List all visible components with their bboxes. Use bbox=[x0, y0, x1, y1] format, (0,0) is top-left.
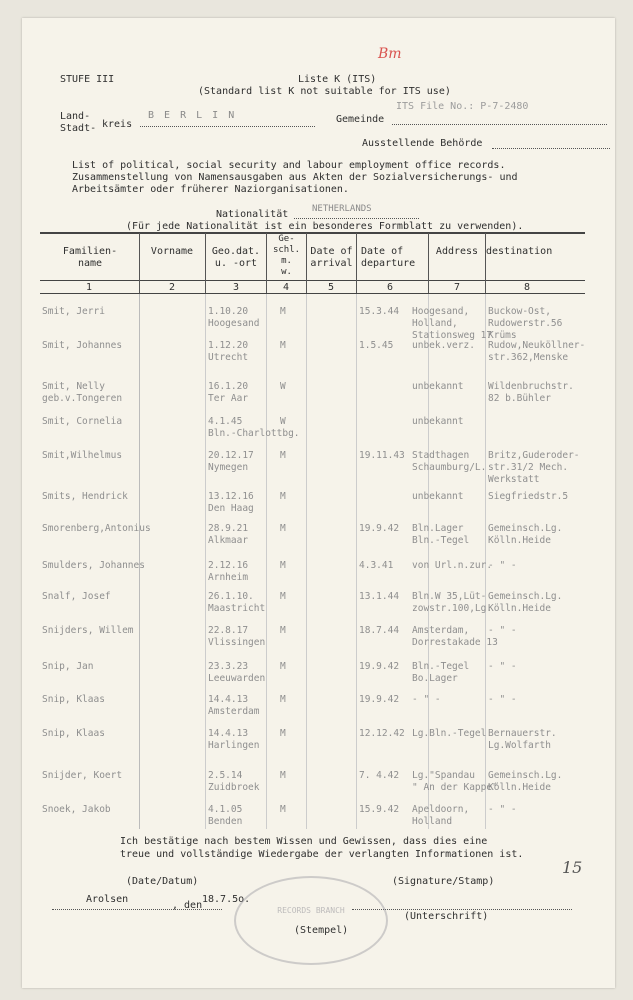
cell-address: Lg."Spandau " An der Kappe" bbox=[412, 770, 498, 793]
cell-geo-date-place: 20.12.17 Nymegen bbox=[208, 450, 254, 473]
cell-destination: Gemeinsch.Lg. Kölln.Heide bbox=[488, 523, 563, 546]
cell-destination: - " - bbox=[488, 694, 517, 705]
cell-destination: Rudow,Neuköllner- str.362,Menske bbox=[488, 340, 586, 363]
cell-name: Snip, Klaas bbox=[42, 694, 105, 705]
stadt-label: Stadt- bbox=[60, 123, 97, 134]
col-num-1: 1 bbox=[85, 282, 93, 293]
cell-sex: M bbox=[280, 625, 286, 636]
cell-destination: Buckow-Ost, Rudowerstr.56 Krüms bbox=[488, 306, 563, 341]
place-value: Arolsen bbox=[86, 894, 129, 905]
cell-name: Smits, Hendrick bbox=[42, 491, 128, 502]
cell-geo-date-place: 13.12.16 Den Haag bbox=[208, 491, 254, 514]
cell-name: Snoek, Jakob bbox=[42, 804, 111, 815]
signature-label: (Signature/Stamp) bbox=[392, 876, 495, 887]
cell-destination: Bernauerstr. Lg.Wolfarth bbox=[488, 728, 557, 751]
liste-title: Liste K (ITS) bbox=[298, 74, 377, 85]
cell-sex: M bbox=[280, 523, 286, 534]
land-label: Land- bbox=[60, 111, 91, 122]
cell-departure: 7. 4.42 bbox=[359, 770, 400, 781]
cell-destination: Gemeinsch.Lg. Kölln.Heide bbox=[488, 770, 563, 793]
col-num-5: 5 bbox=[327, 282, 335, 293]
cell-departure: 19.9.42 bbox=[359, 523, 400, 534]
cell-name: Snalf, Josef bbox=[42, 591, 111, 602]
records-branch-stamp: RECORDS BRANCH bbox=[234, 876, 388, 965]
kreis-value: B E R L I N bbox=[148, 110, 237, 121]
cell-address: unbek.verz. bbox=[412, 340, 475, 351]
cell-address: Bln.W 35,Lüt- zowstr.100,Lg. bbox=[412, 591, 493, 614]
handwritten-number: 15 bbox=[562, 858, 583, 877]
cell-geo-date-place: 4.1.45 Bln.-Charlottbg. bbox=[208, 416, 300, 439]
col-geschl: Ge- schl. m. w. bbox=[272, 234, 301, 277]
cell-geo-date-place: 26.1.10. Maastricht bbox=[208, 591, 266, 614]
cell-name: Smit, Jerri bbox=[42, 306, 105, 317]
cell-destination: Wildenbruchstr. 82 b.Bühler bbox=[488, 381, 574, 404]
cell-departure: 15.9.42 bbox=[359, 804, 400, 815]
cell-address: von Url.n.zur. bbox=[412, 560, 493, 571]
cell-sex: M bbox=[280, 491, 286, 502]
cell-name: Snijder, Koert bbox=[42, 770, 123, 781]
den-label: , den bbox=[172, 900, 203, 911]
confirm-line-2: treue und vollständige Wiedergabe der verlangten Informationen ist. bbox=[120, 849, 524, 860]
cell-sex: M bbox=[280, 306, 286, 317]
cell-geo-date-place: 23.3.23 Leeuwarden bbox=[208, 661, 266, 684]
cell-address: Bln.-Tegel Bo.Lager bbox=[412, 661, 470, 684]
cell-destination: Britz,Guderoder- str.31/2 Mech. Werkstatt bbox=[488, 450, 580, 485]
cell-name: Snijders, Willem bbox=[42, 625, 134, 636]
col-geo: Geo.dat. u. -ort bbox=[211, 246, 261, 269]
cell-geo-date-place: 28.9.21 Alkmaar bbox=[208, 523, 249, 546]
cell-name: Smorenberg,Antonius bbox=[42, 523, 151, 534]
cell-departure: 13.1.44 bbox=[359, 591, 400, 602]
kreis-label: kreis bbox=[102, 119, 133, 130]
cell-sex: W bbox=[280, 381, 286, 392]
cell-address: Amsterdam, Dorrestakade 13 bbox=[412, 625, 498, 648]
cell-geo-date-place: 2.5.14 Zuidbroek bbox=[208, 770, 260, 793]
cell-destination: Siegfriedstr.5 bbox=[488, 491, 569, 502]
cell-address: Hoogesand, Holland, Stationsweg 17 bbox=[412, 306, 493, 341]
cell-address: Apeldoorn, Holland bbox=[412, 804, 470, 827]
cell-sex: M bbox=[280, 340, 286, 351]
cell-address: Stadthagen Schaumburg/L. bbox=[412, 450, 487, 473]
intro-line-2: Zusammenstellung von Namensausgaben aus Akten der Sozialversicherungs- und bbox=[72, 172, 518, 183]
col-address: Address bbox=[435, 246, 479, 257]
cell-sex: M bbox=[280, 728, 286, 739]
cell-sex: M bbox=[280, 591, 286, 602]
cell-address: unbekannt bbox=[412, 491, 464, 502]
liste-subtitle: (Standard list K not suitable for ITS use) bbox=[198, 86, 451, 97]
cell-sex: M bbox=[280, 694, 286, 705]
col-familienname: Familien- name bbox=[62, 246, 118, 269]
col-arrival: Date of arrival bbox=[310, 246, 353, 269]
behoerde-label: Ausstellende Behörde bbox=[362, 138, 483, 149]
cell-destination: - " - bbox=[488, 560, 517, 571]
cell-geo-date-place: 14.4.13 Harlingen bbox=[208, 728, 260, 751]
handwritten-note: Bm bbox=[378, 46, 402, 62]
col-num-7: 7 bbox=[453, 282, 461, 293]
cell-departure: 12.12.42 bbox=[359, 728, 405, 739]
cell-geo-date-place: 22.8.17 Vlissingen bbox=[208, 625, 266, 648]
date-label: (Date/Datum) bbox=[126, 876, 199, 887]
cell-geo-date-place: 16.1.20 Ter Aar bbox=[208, 381, 249, 404]
cell-geo-date-place: 1.10.20 Hoogesand bbox=[208, 306, 260, 329]
cell-geo-date-place: 2.12.16 Arnheim bbox=[208, 560, 249, 583]
cell-name: Snip, Klaas bbox=[42, 728, 105, 739]
cell-sex: M bbox=[280, 661, 286, 672]
cell-departure: 19.11.43 bbox=[359, 450, 405, 461]
cell-departure: 15.3.44 bbox=[359, 306, 400, 317]
cell-name: Smit, Cornelia bbox=[42, 416, 123, 427]
cell-departure: 4.3.41 bbox=[359, 560, 394, 571]
cell-destination: - " - bbox=[488, 804, 517, 815]
cell-geo-date-place: 14.4.13 Amsterdam bbox=[208, 694, 260, 717]
cell-sex: M bbox=[280, 770, 286, 781]
cell-sex: M bbox=[280, 450, 286, 461]
cell-destination: Gemeinsch.Lg. Kölln.Heide bbox=[488, 591, 563, 614]
cell-address: unbekannt bbox=[412, 381, 464, 392]
col-num-3: 3 bbox=[232, 282, 240, 293]
cell-name: Snip, Jan bbox=[42, 661, 94, 672]
cell-destination: - " - bbox=[488, 625, 517, 636]
cell-departure: 19.9.42 bbox=[359, 694, 400, 705]
cell-address: Lg.Bln.-Tegel bbox=[412, 728, 487, 739]
col-num-4: 4 bbox=[282, 282, 290, 293]
col-destination: destination bbox=[486, 246, 553, 257]
document-page bbox=[22, 18, 615, 988]
nationality-value: NETHERLANDS bbox=[312, 204, 372, 214]
intro-line-3: Arbeitsämter oder früherer Naziorganisationen. bbox=[72, 184, 349, 195]
cell-departure: 19.9.42 bbox=[359, 661, 400, 672]
cell-departure: 1.5.45 bbox=[359, 340, 394, 351]
cell-destination: - " - bbox=[488, 661, 517, 672]
cell-name: Smit, Johannes bbox=[42, 340, 123, 351]
cell-name: Smit,Wilhelmus bbox=[42, 450, 123, 461]
cell-name: Smulders, Johannes bbox=[42, 560, 145, 571]
cell-address: - " - bbox=[412, 694, 441, 705]
stufe-label: STUFE III bbox=[60, 74, 115, 85]
cell-geo-date-place: 4.1.05 Benden bbox=[208, 804, 243, 827]
cell-sex: M bbox=[280, 804, 286, 815]
cell-name: Smit, Nelly geb.v.Tongeren bbox=[42, 381, 123, 404]
cell-address: unbekannt bbox=[412, 416, 464, 427]
intro-line-1: List of political, social security and labour employment office records. bbox=[72, 160, 506, 171]
col-num-2: 2 bbox=[168, 282, 176, 293]
nationality-label: Nationalität bbox=[216, 209, 289, 220]
col-vorname: Vorname bbox=[150, 246, 194, 257]
stempel-label: (Stempel) bbox=[294, 925, 349, 936]
cell-sex: M bbox=[280, 560, 286, 571]
cell-geo-date-place: 1.12.20 Utrecht bbox=[208, 340, 249, 363]
date-value: 18.7.5o. bbox=[202, 894, 251, 905]
nationality-note: (Für jede Nationalität ist ein besonderes Formblatt zu verwenden). bbox=[126, 221, 524, 232]
its-file-number: ITS File No.: P-7-2480 bbox=[396, 101, 529, 112]
gemeinde-label: Gemeinde bbox=[336, 114, 385, 125]
cell-departure: 18.7.44 bbox=[359, 625, 400, 636]
col-num-8: 8 bbox=[523, 282, 531, 293]
col-departure: Date of departure bbox=[361, 246, 416, 269]
confirm-line-1: Ich bestätige nach bestem Wissen und Gewissen, dass dies eine bbox=[120, 836, 488, 847]
cell-sex: W bbox=[280, 416, 286, 427]
col-num-6: 6 bbox=[386, 282, 394, 293]
cell-address: Bln.Lager Bln.-Tegel bbox=[412, 523, 470, 546]
unterschrift-label: (Unterschrift) bbox=[404, 911, 489, 922]
